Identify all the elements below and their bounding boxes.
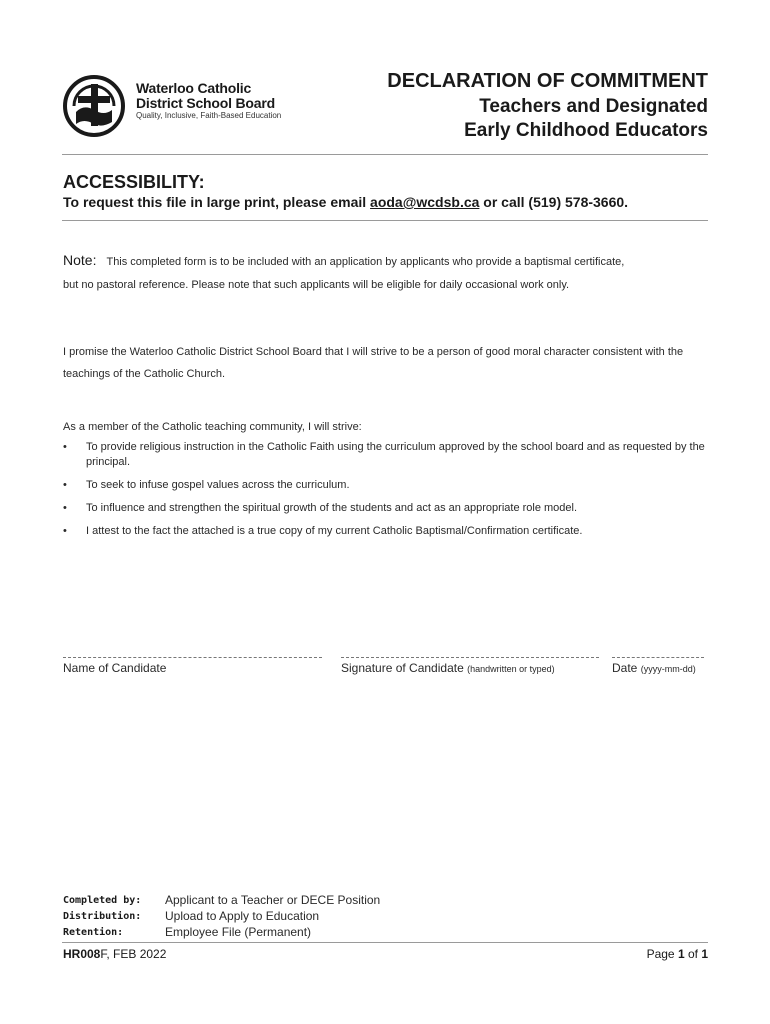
signature-label-wrap bbox=[341, 661, 555, 675]
distribution-value: Upload to Apply to Education bbox=[165, 909, 320, 923]
completed-by-label: Completed by: bbox=[63, 895, 142, 906]
retention-value: Employee File (Permanent) bbox=[165, 925, 312, 939]
header-divider bbox=[62, 154, 708, 155]
footer-divider bbox=[62, 942, 708, 943]
commitment-list bbox=[63, 440, 713, 547]
accessibility-divider bbox=[62, 220, 708, 221]
document-subtitle-line2: Early Childhood Educators bbox=[464, 120, 708, 141]
page-prefix: Page bbox=[646, 947, 678, 961]
note-label: Note: bbox=[63, 252, 97, 268]
signature-note: (handwritten or typed) bbox=[467, 664, 555, 674]
document-subtitle-line1: Teachers and Designated bbox=[479, 96, 708, 117]
bullet-icon: • bbox=[63, 479, 67, 491]
list-item bbox=[63, 501, 713, 516]
accessibility-email-link[interactable]: aoda@wcdsb.ca bbox=[370, 194, 480, 210]
form-code-rest: F, FEB 2022 bbox=[100, 947, 167, 961]
accessibility-text-after: or call (519) 578-3660. bbox=[479, 194, 629, 210]
signature-label: Signature of Candidate bbox=[341, 661, 464, 675]
document-title: DECLARATION OF COMMITMENT bbox=[387, 70, 708, 92]
page-of: of bbox=[684, 947, 702, 961]
note-text-line1: This completed form is to be included with an application by applicants who provide a baptismal certificate, bbox=[106, 256, 625, 268]
list-item bbox=[63, 478, 713, 493]
name-label: Name of Candidate bbox=[63, 661, 167, 675]
promise-paragraph: I promise the Waterloo Catholic District School Board that I will strive to be a person of good moral character consistent with the teachings of the Catholic Church. bbox=[63, 346, 684, 380]
list-item bbox=[63, 440, 713, 470]
note-text-line2: but no pastoral reference. Please note that such applicants will be eligible for daily occasional work only. bbox=[63, 279, 570, 291]
bullet-icon: • bbox=[63, 502, 67, 514]
list-item-text: To influence and strengthen the spiritual growth of the students and act as an appropriate role model. bbox=[86, 502, 578, 514]
distribution-label: Distribution: bbox=[63, 911, 142, 922]
org-name-line2: District School Board bbox=[136, 95, 275, 111]
date-line[interactable] bbox=[612, 657, 704, 658]
accessibility-text bbox=[63, 194, 628, 210]
signature-line[interactable] bbox=[341, 657, 599, 658]
accessibility-text-before: To request this file in large print, please email bbox=[63, 194, 371, 210]
org-tagline: Quality, Inclusive, Faith-Based Education bbox=[136, 111, 282, 120]
bullet-icon: • bbox=[63, 525, 67, 537]
bullet-icon: • bbox=[63, 441, 67, 453]
completed-by-value: Applicant to a Teacher or DECE Position bbox=[165, 893, 381, 907]
org-name-line1: Waterloo Catholic bbox=[136, 80, 252, 96]
page-number bbox=[647, 947, 708, 961]
form-code-bold: HR008 bbox=[63, 947, 101, 961]
date-format-note: (yyyy-mm-dd) bbox=[640, 664, 696, 674]
date-label-wrap bbox=[612, 661, 696, 675]
wcdsb-logo-icon bbox=[62, 68, 126, 144]
form-code bbox=[63, 947, 166, 961]
list-item-text: To seek to infuse gospel values across the curriculum. bbox=[86, 479, 350, 491]
page-total: 1 bbox=[701, 947, 708, 961]
accessibility-heading: ACCESSIBILITY: bbox=[63, 172, 205, 192]
list-item-text: I attest to the fact the attached is a true copy of my current Catholic Baptismal/Confirmation certificate. bbox=[86, 525, 583, 537]
note-line1 bbox=[63, 249, 723, 273]
page-current: 1 bbox=[677, 947, 685, 961]
list-item bbox=[63, 524, 713, 539]
name-line[interactable] bbox=[63, 657, 322, 658]
retention-label: Retention: bbox=[63, 927, 124, 938]
date-label: Date bbox=[612, 661, 638, 675]
list-item-text: To provide religious instruction in the Catholic Faith using the curriculum approved by the school board and as requested by the principal. bbox=[86, 441, 705, 468]
strive-intro: As a member of the Catholic teaching community, I will strive: bbox=[63, 421, 362, 433]
